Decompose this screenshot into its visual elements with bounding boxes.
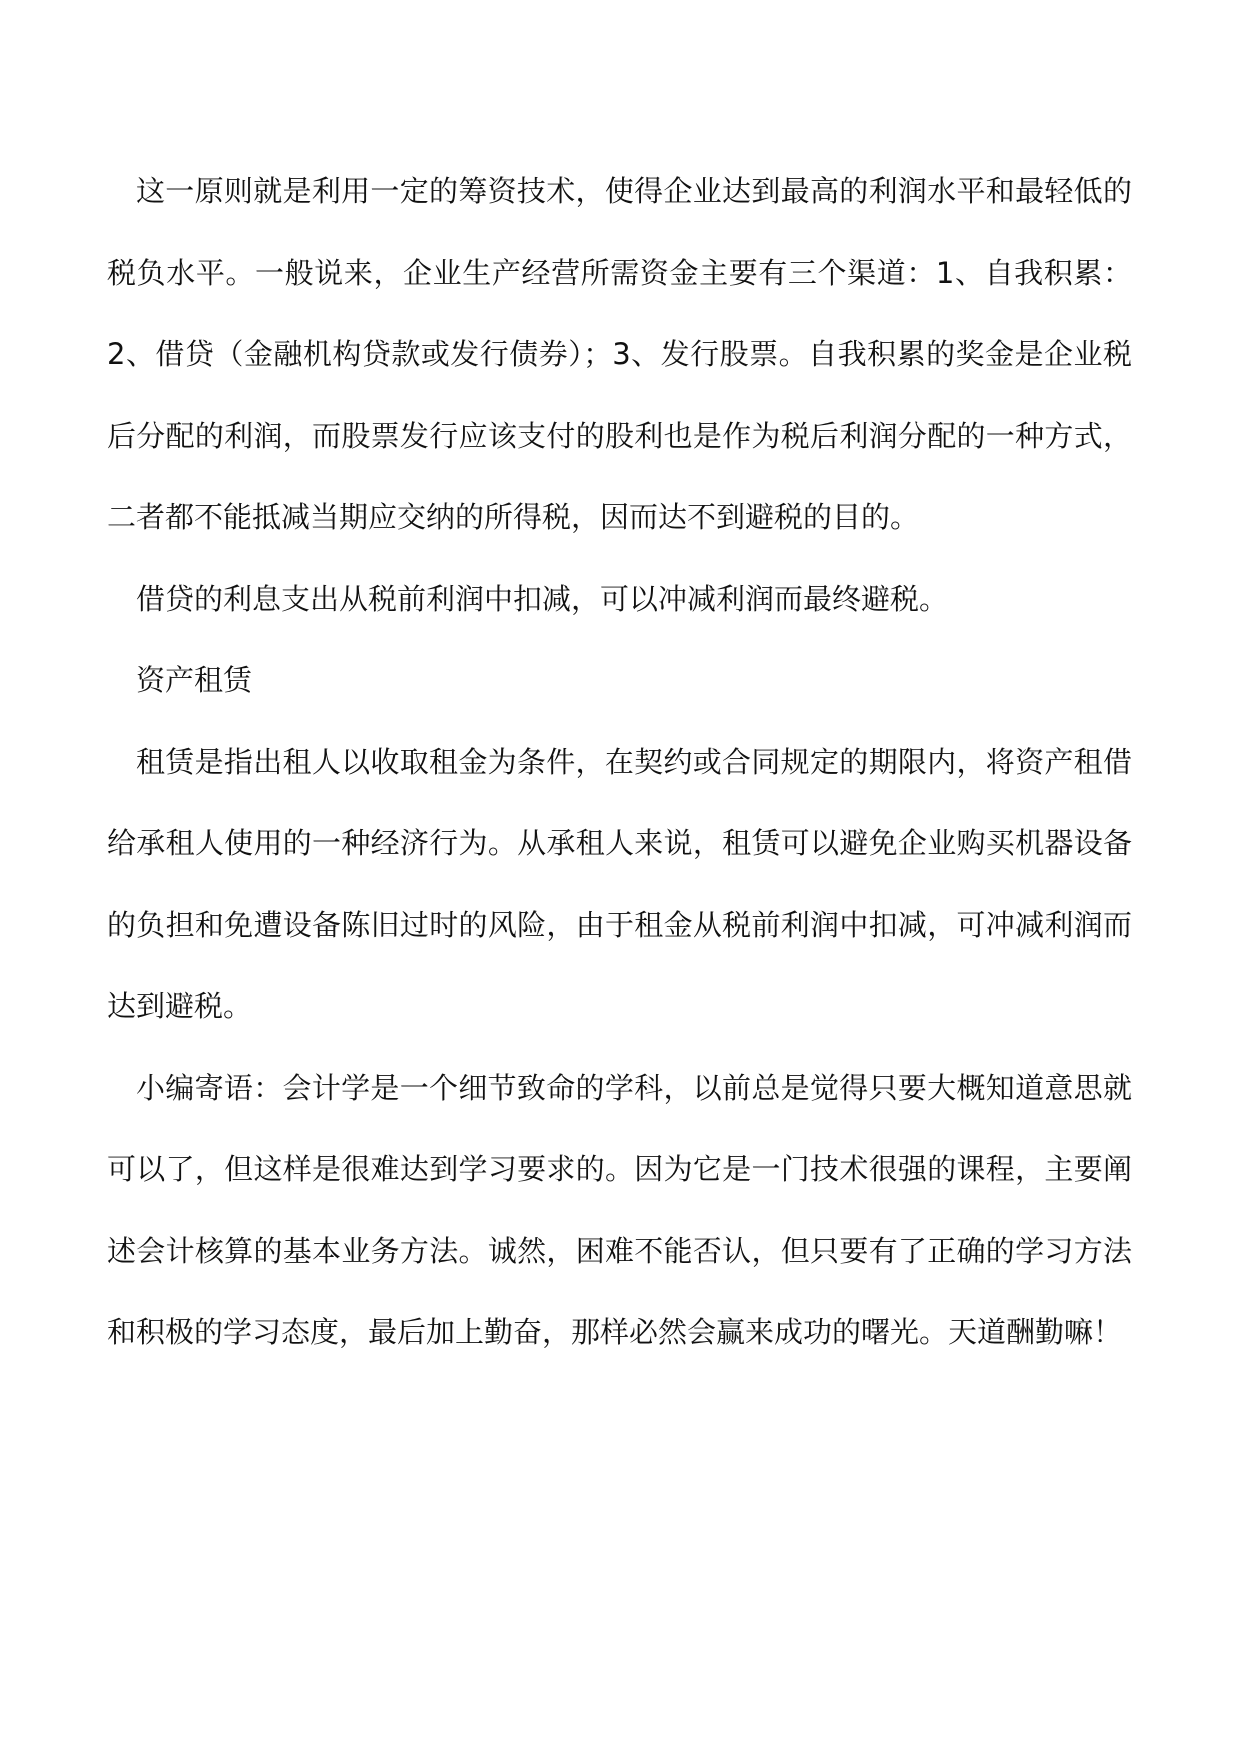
paragraph-leasing-definition: 租赁是指出租人以收取租金为条件，在契约或合同规定的期限内，将资产租借给承租人使用的一种经济行为。从承租人来说，租赁可以避免企业购买机器设备的负担和免遭设备陈旧过时的风险，由于租金从税前利润中扣减，可冲减利润而达到避税。 bbox=[107, 744, 1132, 1023]
document-body bbox=[107, 151, 1132, 1374]
section-heading-asset-leasing: 资产租赁 bbox=[136, 663, 253, 697]
paragraph-editor-note: 小编寄语：会计学是一个细节致命的学科，以前总是觉得只要大概知道意思就可以了，但这样是很难达到学习要求的。因为它是一门技术很强的课程，主要阐述会计核算的基本业务方法。诚然，困难不能否认，但只要有了正确的学习方法和积极的学习态度，最后加上勤奋，那样必然会赢来成功的曙光。天道酬勤嘛！ bbox=[107, 1070, 1132, 1349]
paragraph-financing-principle: 这一原则就是利用一定的筹资技术，使得企业达到最高的利润水平和最轻低的税负水平。一般说来，企业生产经营所需资金主要有三个渠道：1、自我积累：2、借贷（金融机构贷款或发行债券）；3、发行股票。自我积累的奖金是企业税后分配的利润，而股票发行应该支付的股利也是作为税后利润分配的一种方式，二者都不能抵减当期应交纳的所得税，因而达不到避税的目的。 bbox=[107, 174, 1132, 534]
paragraph-loan-interest: 借贷的利息支出从税前利润中扣减，可以冲减利润而最终避税。 bbox=[136, 581, 949, 616]
